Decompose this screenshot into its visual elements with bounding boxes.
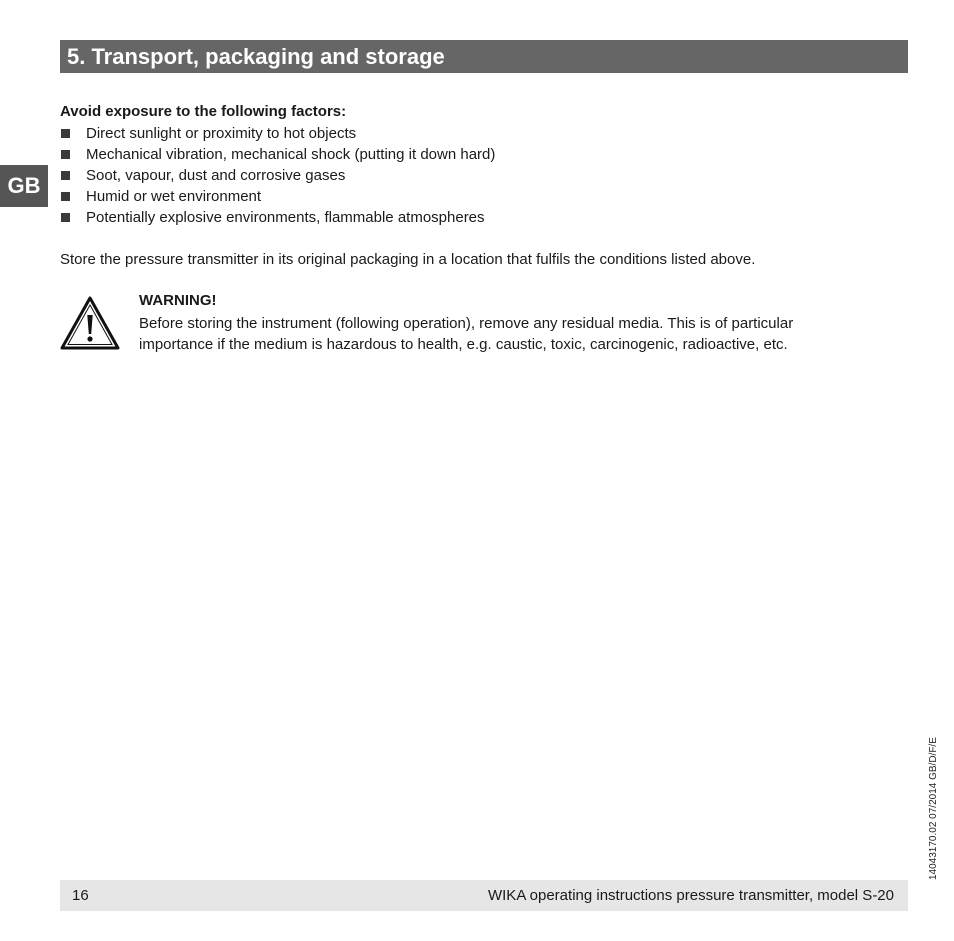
- warning-title: WARNING!: [139, 292, 217, 309]
- warning-text: Before storing the instrument (following operation), remove any residual media. This is of particular importance if the medium is hazardous to health, e.g. caustic, toxic, carcinogenic, radioactive, etc.: [139, 315, 794, 353]
- warning-triangle-icon: [60, 296, 120, 350]
- document-code: 14043170.02 07/2014 GB/D/F/E: [928, 737, 939, 880]
- list-item: [60, 166, 495, 187]
- page-number: 16: [72, 887, 89, 904]
- square-bullet-icon: [61, 213, 70, 222]
- list-item-text: Direct sunlight or proximity to hot objects: [86, 125, 357, 142]
- square-bullet-icon: [61, 192, 70, 201]
- section-title: 5. Transport, packaging and storage: [67, 44, 445, 69]
- language-tab: [0, 165, 48, 207]
- page-footer: [60, 880, 908, 911]
- list-item: [60, 187, 495, 208]
- square-bullet-icon: [61, 129, 70, 138]
- list-item: [60, 145, 495, 166]
- square-bullet-icon: [61, 150, 70, 159]
- list-item: [60, 124, 495, 145]
- exposure-heading: Avoid exposure to the following factors:: [60, 103, 347, 120]
- storage-note: Store the pressure transmitter in its original packaging in a location that fulfils the conditions listed above.: [60, 251, 756, 268]
- square-bullet-icon: [61, 171, 70, 180]
- list-item-text: Humid or wet environment: [86, 188, 262, 205]
- footer-title: WIKA operating instructions pressure transmitter, model S-20: [487, 887, 894, 904]
- list-item: [60, 208, 495, 229]
- section-header: [60, 40, 908, 73]
- language-tab-label: GB: [7, 173, 41, 198]
- list-item-text: Mechanical vibration, mechanical shock (putting it down hard): [86, 146, 496, 163]
- list-item-text: Potentially explosive environments, flammable atmospheres: [86, 209, 485, 226]
- list-item-text: Soot, vapour, dust and corrosive gases: [86, 167, 346, 184]
- exposure-list: [60, 124, 495, 229]
